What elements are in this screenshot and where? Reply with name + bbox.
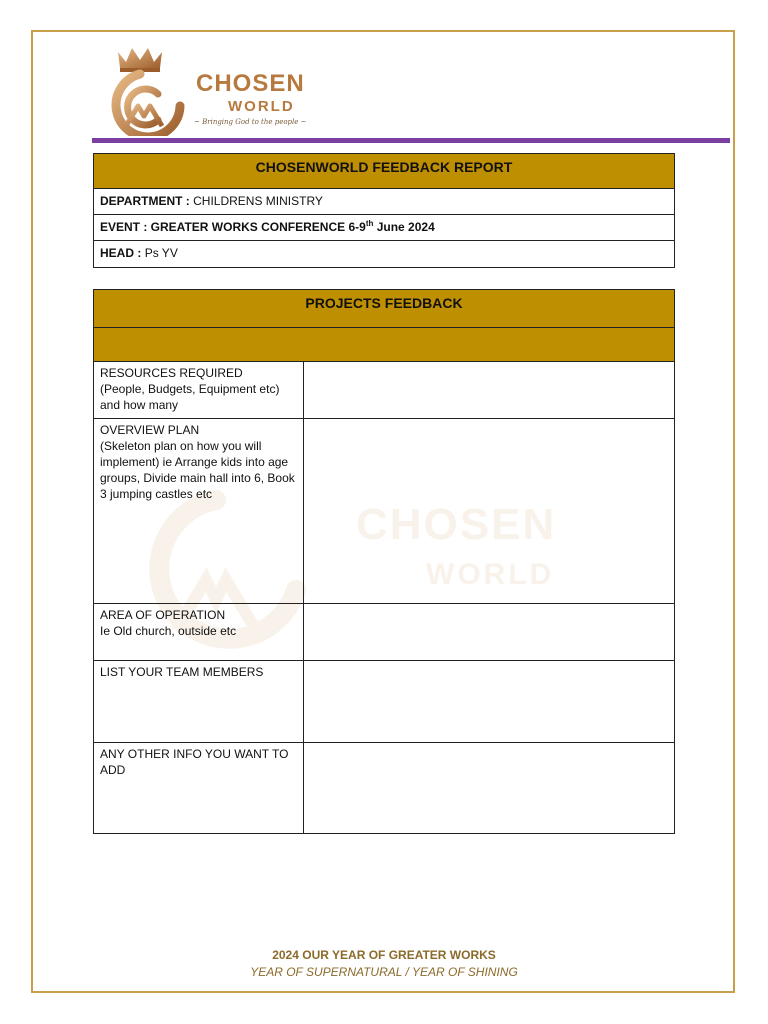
team-label: LIST YOUR TEAM MEMBERS <box>94 661 304 742</box>
brand-name: CHOSEN <box>196 70 305 97</box>
footer-motto: 2024 OUR YEAR OF GREATER WORKS <box>272 948 496 962</box>
event-text: EVENT : GREATER WORKS CONFERENCE 6-9 <box>100 220 366 234</box>
watermark-brand-name: CHOSEN <box>356 500 557 549</box>
team-answer-field[interactable] <box>304 661 674 742</box>
watermark-brand-subname: WORLD <box>426 558 555 591</box>
other-info-answer-field[interactable] <box>304 743 674 833</box>
crown-cw-logo-icon <box>92 44 188 136</box>
overview-answer-field[interactable] <box>304 419 674 603</box>
projects-title: PROJECTS FEEDBACK <box>94 290 674 328</box>
feedback-row-team <box>94 661 674 743</box>
other-info-label: ANY OTHER INFO YOU WANT TO ADD <box>94 743 304 833</box>
brand-tagline: ~ Bringing God to the people ~ <box>194 118 307 126</box>
area-label: AREA OF OPERATION Ie Old church, outside etc <box>94 604 304 660</box>
header-divider <box>92 138 730 143</box>
head-value: Ps YV <box>144 246 178 260</box>
report-title: CHOSENWORLD FEEDBACK REPORT <box>94 154 674 189</box>
feedback-row-resources <box>94 362 674 419</box>
chosen-world-logo <box>92 44 332 136</box>
projects-feedback-table <box>93 289 675 834</box>
event-row <box>94 215 674 241</box>
event-sup: th <box>365 219 374 228</box>
footer-subtitle: YEAR OF SUPERNATURAL / YEAR OF SHINING <box>250 965 518 979</box>
resources-answer-field[interactable] <box>304 362 674 418</box>
report-info-table <box>93 153 675 268</box>
area-answer-field[interactable] <box>304 604 674 660</box>
department-value: CHILDRENS MINISTRY <box>193 194 323 208</box>
resources-label: RESOURCES REQUIRED (People, Budgets, Equipment etc) and how many <box>94 362 304 418</box>
projects-gold-band <box>94 328 674 362</box>
overview-label: OVERVIEW PLAN (Skeleton plan on how you will implement) ie Arrange kids into age groups, Divide main hall into 6, Book 3 jumping castles etc <box>94 419 304 603</box>
head-row: HEAD : Ps YV <box>100 246 178 260</box>
feedback-row-overview <box>94 419 674 604</box>
feedback-row-other <box>94 743 674 833</box>
head-label: HEAD <box>100 246 135 260</box>
department-label: DEPARTMENT <box>100 194 183 208</box>
brand-subname: WORLD <box>228 98 295 115</box>
department-row: DEPARTMENT : CHILDRENS MINISTRY <box>94 189 674 215</box>
event-after: June 2024 <box>373 220 435 234</box>
feedback-row-area <box>94 604 674 661</box>
